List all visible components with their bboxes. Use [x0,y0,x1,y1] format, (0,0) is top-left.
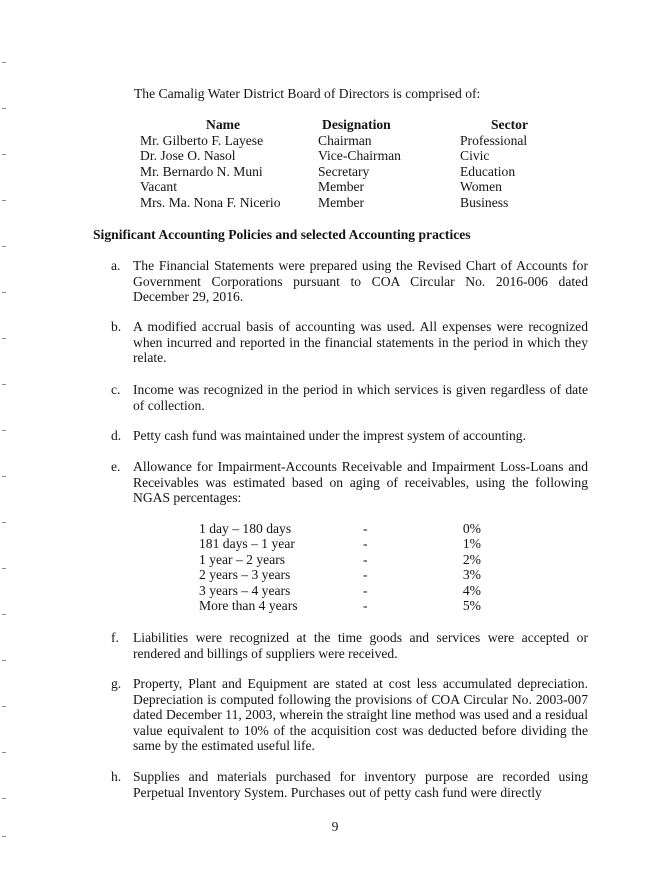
item-text: Petty cash fund was maintained under the imprest system of accounting. [133,428,526,443]
table-row [199,598,489,613]
margin-tick [2,338,6,339]
table-row [199,567,489,582]
item-marker: b. [111,319,122,334]
aging-percentage: 2% [462,551,481,567]
margin-tick [2,798,6,799]
aging-range: 3 years – 4 years [199,582,291,598]
aging-range: 1 year – 2 years [199,551,286,567]
item-text: Property, Plant and Equipment are stated at cost less accumulated depreciation. Depreciation is computed following the provisions of COA Circular No. 2003-007 dated December 11, 2003, wherein the straight line method was used and a residual value equivalent to 10% of the acquisition cost was deducted before dividing the same by the estimated useful life. [133,676,588,754]
margin-tick [2,154,6,155]
table-row [199,552,489,567]
aging-range: 1 day – 180 days [199,521,292,536]
item-text: The Financial Statements were prepared using the Revised Chart of Accounts for Government Corporations pursuant to COA Circular No. 2016-006 dated December 29, 2016. [133,258,588,305]
margin-tick [2,246,6,247]
item-text: Supplies and materials purchased for inventory purpose are recorded using Perpetual Inventory System. Purchases out of petty cash fund were directly [133,769,588,800]
margin-tick [2,522,6,523]
item-marker: f. [111,630,119,645]
board-intro: The Camalig Water District Board of Directors is comprised of: [134,86,481,101]
margin-tick [2,292,6,293]
margin-tick [2,568,6,569]
director-name: Vacant [140,179,177,195]
aging-range: More than 4 years [199,597,298,613]
policy-item-h [111,769,588,800]
policy-item-c [111,382,588,413]
ngas-percentage-table [199,521,489,613]
table-row [199,583,489,598]
director-name: Mr. Bernardo N. Muni [140,163,263,179]
margin-tick [2,660,6,661]
margin-tick [2,108,6,109]
table-row [140,195,570,211]
separator-dash: - [363,551,368,567]
separator-dash: - [363,567,368,583]
table-row [140,133,570,149]
margin-tick [2,200,6,201]
director-name: Dr. Jose O. Nasol [140,148,236,164]
policy-item-f [111,630,588,661]
director-sector: Professional [460,132,528,148]
director-name: Mr. Gilberto F. Layese [140,132,264,148]
margin-tick [2,476,6,477]
aging-percentage: 1% [462,536,481,552]
board-table [140,117,570,211]
director-sector: Education [460,163,516,179]
item-marker: h. [111,769,122,784]
aging-percentage: 0% [462,521,481,536]
margin-tick [2,706,6,707]
director-designation: Vice-Chairman [318,148,401,164]
item-marker: g. [111,676,122,691]
board-table-header [140,117,570,133]
margin-tick [2,384,6,385]
separator-dash: - [363,521,368,536]
item-marker: a. [111,258,121,273]
margin-tick [2,752,6,753]
item-text: Liabilities were recognized at the time goods and services were accepted or rendered and billings of suppliers were received. [133,630,588,661]
item-marker: d. [111,428,122,443]
section-heading: Significant Accounting Policies and selected Accounting practices [93,227,471,242]
policy-item-b [111,319,588,366]
table-row [140,179,570,195]
director-designation: Secretary [318,163,370,179]
aging-range: 2 years – 3 years [199,567,291,583]
director-designation: Member [318,179,365,195]
margin-tick [2,836,6,837]
director-name: Mrs. Ma. Nona F. Nicerio [140,194,281,210]
policy-item-d [111,428,588,444]
director-sector: Business [460,194,509,210]
column-header-designation: Designation [322,117,391,132]
separator-dash: - [363,536,368,552]
director-designation: Member [318,194,365,210]
column-header-name: Name [206,117,240,132]
page-number: 9 [331,819,339,834]
aging-percentage: 3% [462,567,481,583]
column-header-sector: Sector [491,117,528,132]
director-designation: Chairman [318,132,372,148]
policy-item-a [111,258,588,305]
item-text: A modified accrual basis of accounting was used. All expenses were recognized when incurred and reported in the financial statements in the period in which they relate. [133,319,588,366]
margin-tick [2,62,6,63]
item-marker: e. [111,459,121,474]
aging-percentage: 5% [462,597,481,613]
director-sector: Women [460,179,502,195]
item-marker: c. [111,382,121,397]
table-row [140,148,570,164]
policy-item-g [111,676,588,754]
aging-range: 181 days – 1 year [199,536,295,552]
separator-dash: - [363,582,368,598]
table-row [140,164,570,180]
item-text: Income was recognized in the period in which services is given regardless of date of collection. [133,382,588,413]
separator-dash: - [363,597,368,613]
margin-tick [2,430,6,431]
table-row [199,536,489,551]
table-row [199,521,489,536]
policy-item-e [111,459,588,506]
margin-tick [2,614,6,615]
item-text: Allowance for Impairment-Accounts Receivable and Impairment Loss-Loans and Receivables was estimated based on aging of receivables, using the following NGAS percentages: [133,459,588,506]
aging-percentage: 4% [462,582,481,598]
director-sector: Civic [460,148,490,164]
